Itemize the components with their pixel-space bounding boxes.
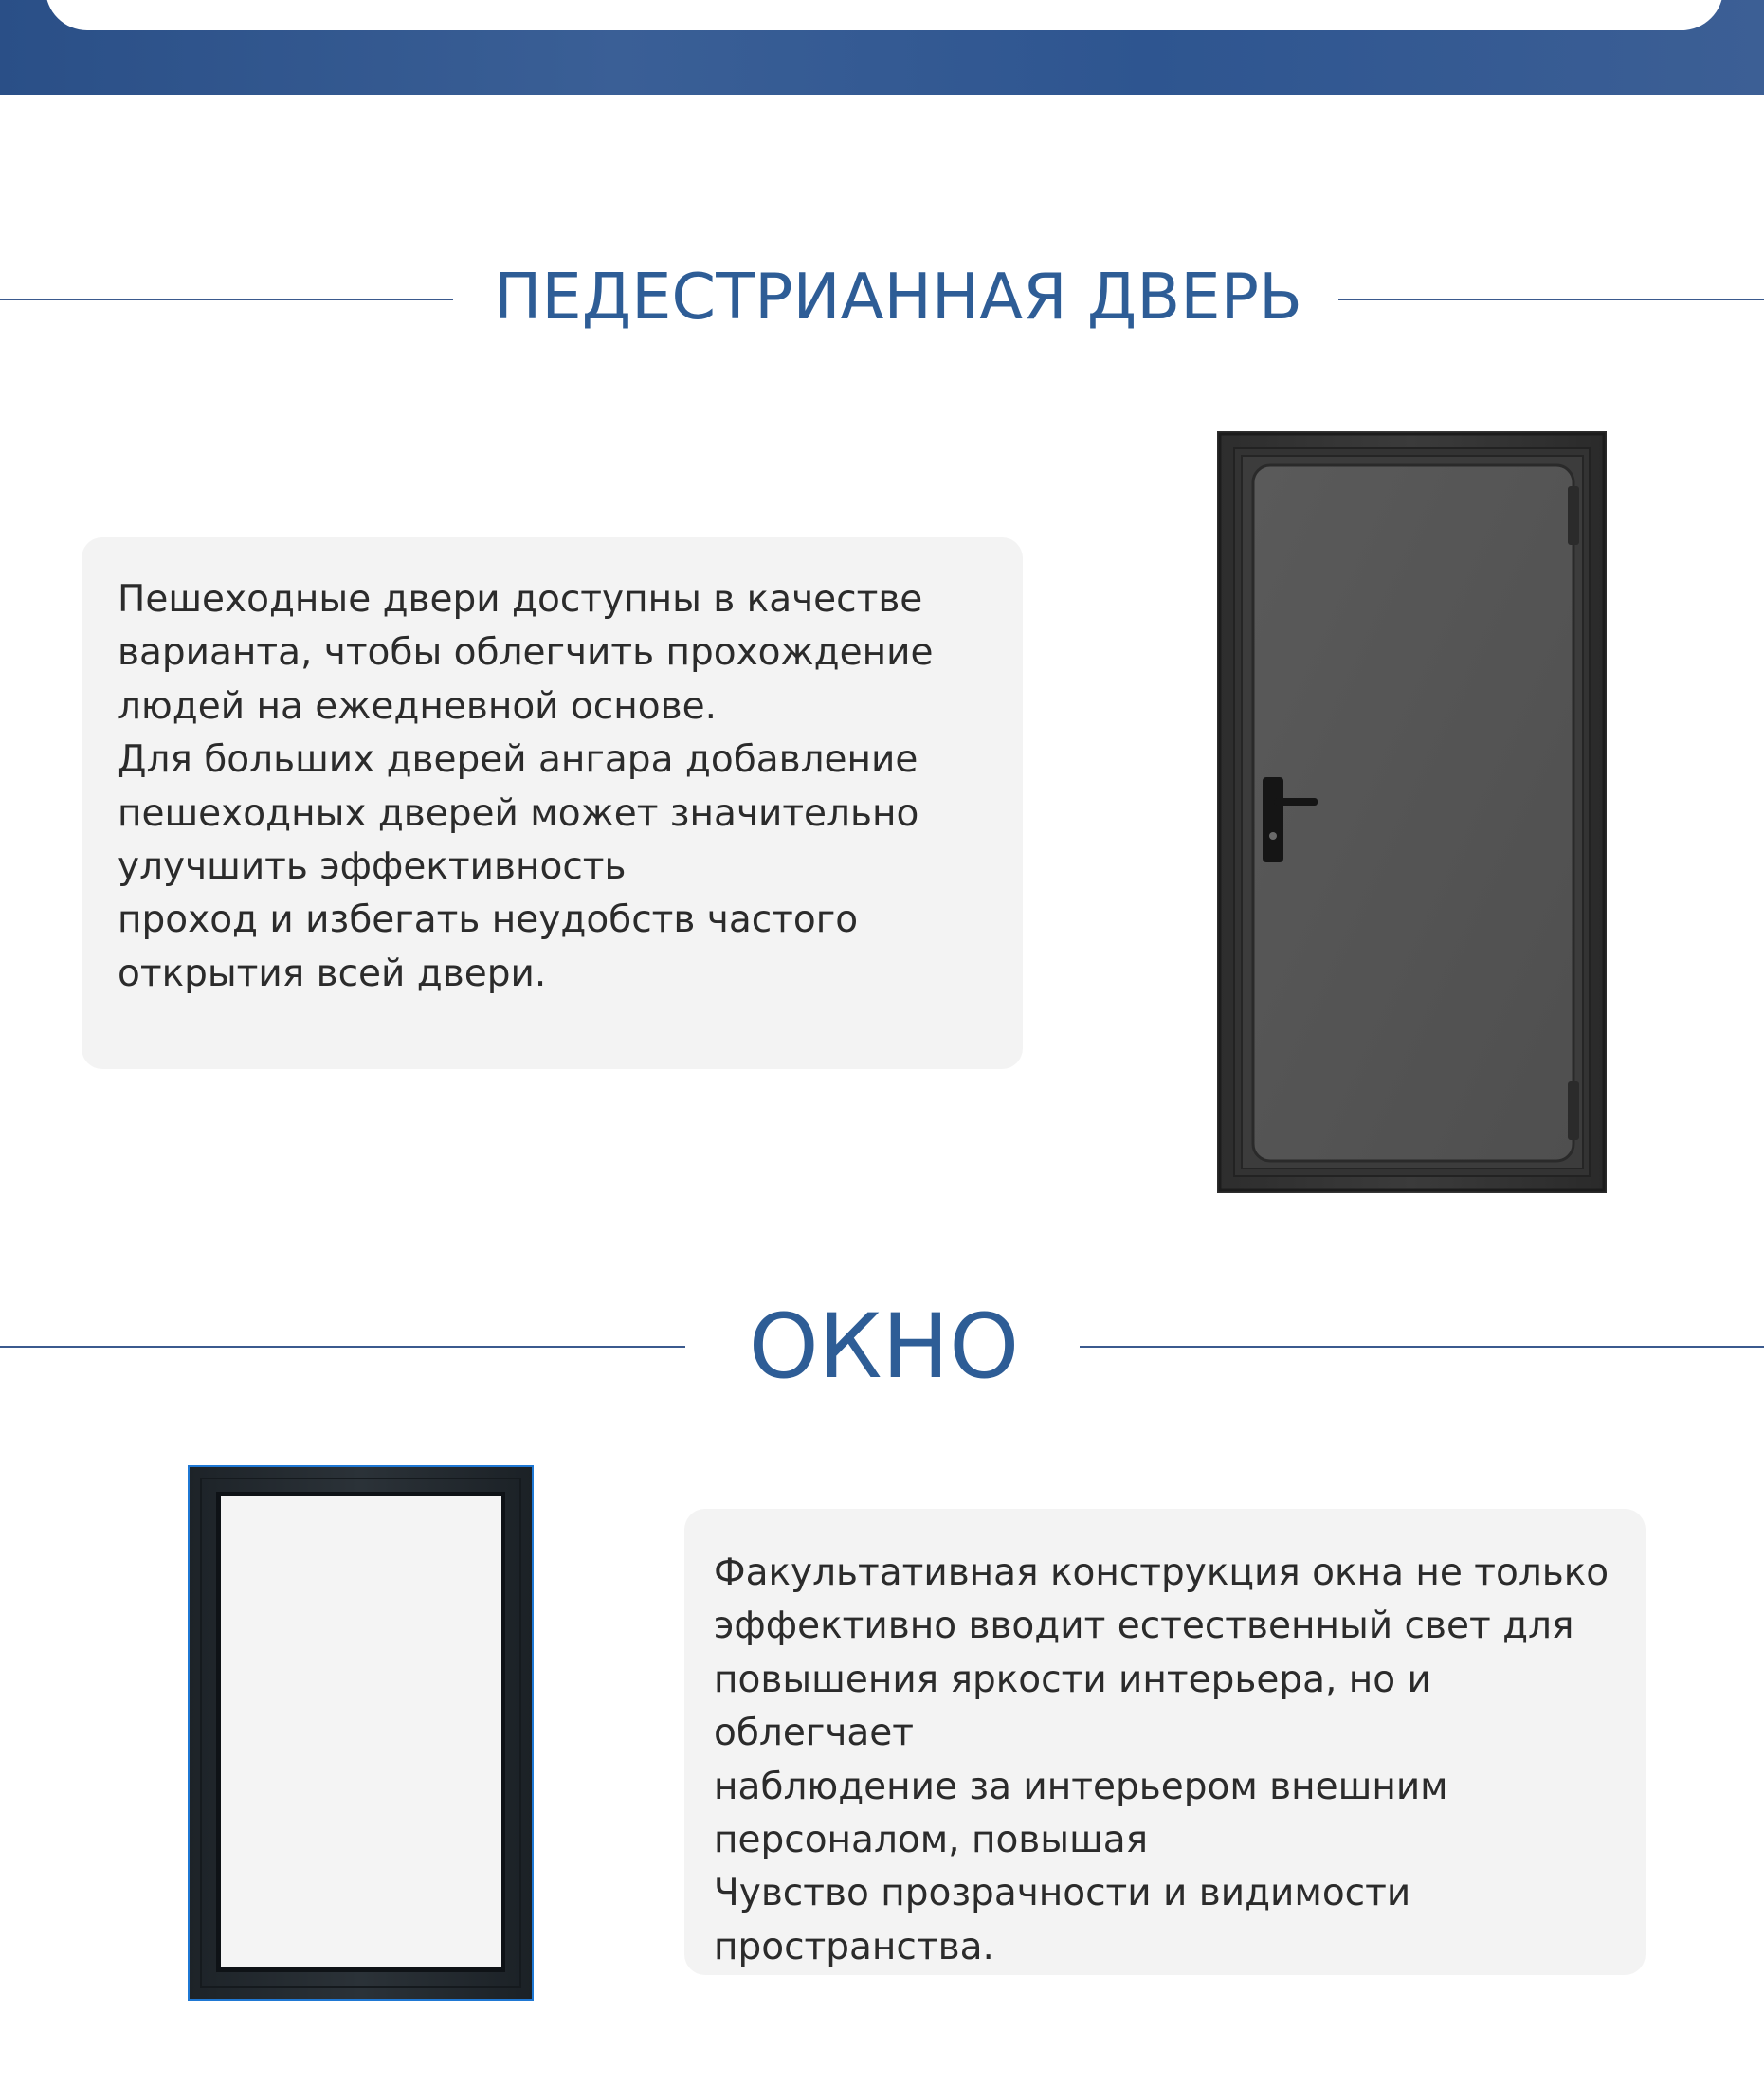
window-description-card bbox=[684, 1509, 1646, 1975]
window-icon bbox=[188, 1465, 534, 2001]
heading-rule-left bbox=[0, 299, 453, 300]
door-description-card bbox=[82, 537, 1023, 1069]
top-card-edge bbox=[45, 0, 1723, 30]
door-section-title: ПЕДЕСТРИАННАЯ ДВЕРЬ bbox=[494, 260, 1302, 334]
door-description-text: Пешеходные двери доступны в качестве варианта, чтобы облегчить прохождение людей на ежедневной основе. Для больших дверей ангара добавление пешеходных дверей может значительно улучшить эффективность проход и избегать неудобств частого открытия всей двери. bbox=[118, 578, 934, 995]
door-icon bbox=[1217, 431, 1607, 1193]
window-section-title: ОКНО bbox=[748, 1296, 1020, 1399]
heading-rule-left bbox=[0, 1346, 685, 1348]
window-description-text: Факультативная конструкция окна не только эффективно вводит естественный свет для повышения яркости интерьера, но и облегчает наблюдение за интерьером внешним персоналом, повышая Чувство прозрачности и видимости пространства. bbox=[714, 1551, 1609, 1968]
heading-rule-right bbox=[1338, 299, 1764, 300]
heading-rule-right bbox=[1080, 1346, 1764, 1348]
